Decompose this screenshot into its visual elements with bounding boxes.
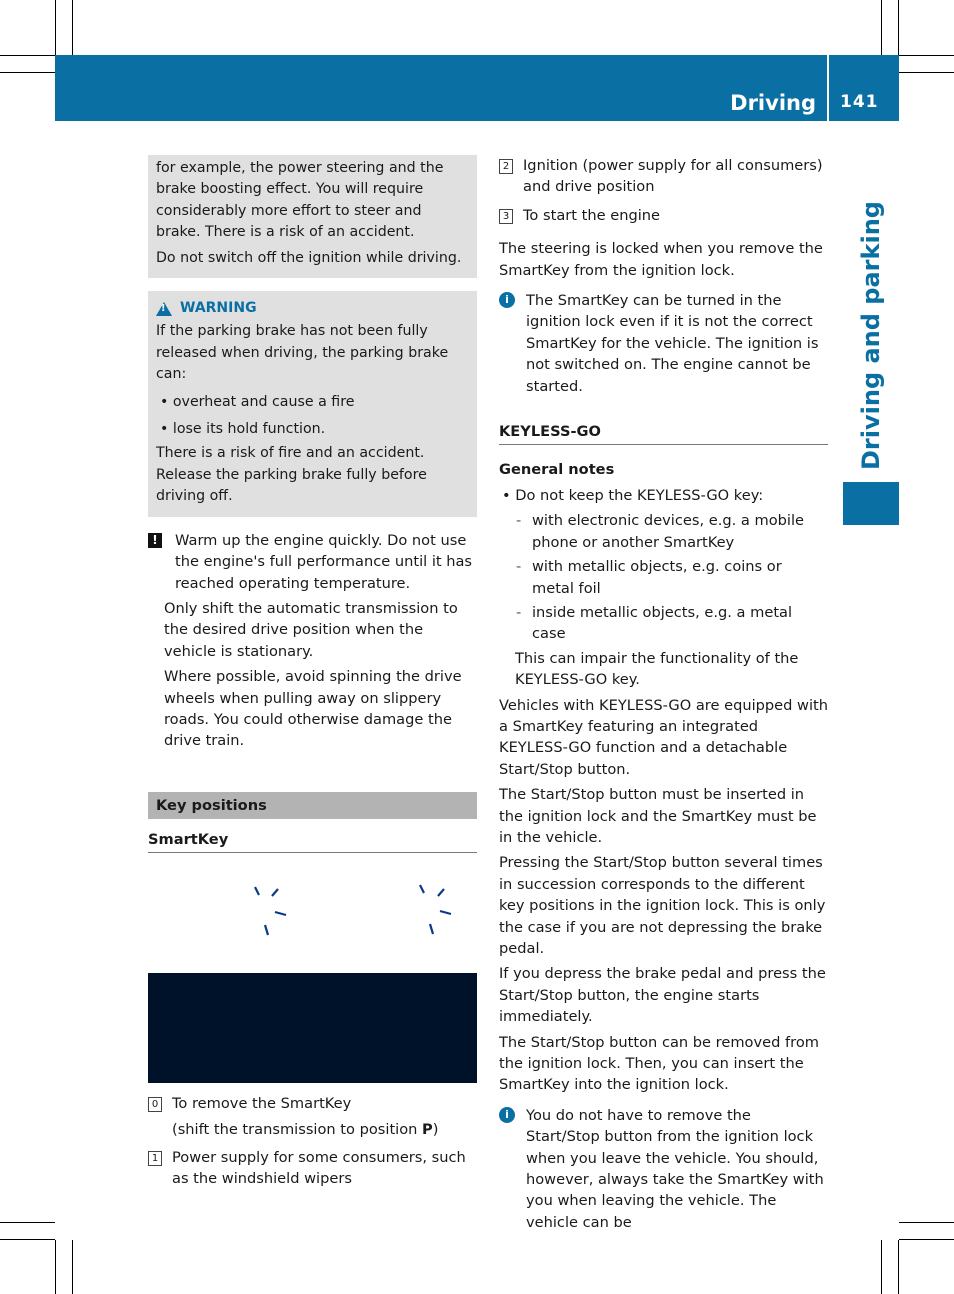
legend-number-box: 1 [148,1151,162,1166]
subsection-title: SmartKey [148,829,477,853]
caution-text: for example, the power steering and the brake boosting effect. You will require considerably more effort to steer and brake. There is a risk of an accident. [156,160,444,241]
section-title-keyless-go: KEYLESS-GO [499,421,828,445]
body-paragraph: If you depress the brake pedal and press the Start/Stop button, the engine starts immediately. [499,965,826,1026]
info-note [499,290,828,397]
left-column [148,155,477,1197]
crop-mark [72,0,73,55]
note-text: Only shift the automatic transmission to the desired drive position when the vehicle is stationary. [164,599,458,660]
crop-mark [899,1239,954,1240]
body-paragraph: The Start/Stop button can be removed from the ignition lock. Then, you can insert the SmartKey into the ignition lock. [499,1033,819,1094]
caution-text: Do not switch off the ignition while driving. [156,249,462,266]
warning-header [156,298,469,319]
legend-text: To remove the SmartKey [172,1095,352,1113]
header-divider [827,55,829,121]
key-positions-illustration [148,863,477,1093]
note-text: Warm up the engine quickly. Do not use the engine's full performance until it has reached operating temperature. [175,531,473,592]
dash-item: - with electronic devices, e.g. a mobile phone or another SmartKey [499,510,828,553]
warning-bullet: • overheat and cause a fire [160,393,355,410]
crop-mark [55,0,56,55]
crop-mark [72,1240,73,1294]
dash-item: - inside metallic objects, e.g. a metal case [499,602,828,645]
info-text: You do not have to remove the Start/Stop button from the ignition lock when you leave the vehicle. You should, however, always take the SmartKey with you when leaving the vehicle. The vehicle can be [526,1106,824,1231]
warning-intro: If the parking brake has not been fully released when driving, the parking brake can: [156,323,449,383]
caution-box [148,155,477,278]
note-text: Where possible, avoid spinning the drive wheels when pulling away on slippery roads. You could otherwise damage the drive train. [164,668,462,750]
header-section-title: Driving [730,91,816,115]
warning-outro: There is a risk of fire and an accident. Release the parking brake fully before driving off. [156,445,427,505]
crop-mark [881,0,882,55]
bullet-item: • Do not keep the KEYLESS-GO key: [502,486,764,504]
body-paragraph: Pressing the Start/Stop button several times in succession corresponds to the different key positions in the ignition lock. This is only the case if you are not depressing the brake pedal. [499,854,826,957]
key-position-marks [148,863,477,963]
warning-box [148,291,477,517]
info-text: The SmartKey can be turned in the ignition lock even if it is not the correct SmartKey for the vehicle. The ignition is not switched on. The engine cannot be started. [526,292,819,395]
legend-text: Power supply for some consumers, such as the windshield wipers [172,1148,466,1188]
crop-mark [899,55,954,56]
subsection-title-general-notes: General notes [499,461,615,479]
crop-mark [0,1239,55,1240]
legend-item [499,205,828,230]
bullet-followup: This can impair the functionality of the KEYLESS-GO key. [515,649,799,689]
legend-number-box: 0 [148,1097,162,1112]
exclamation-icon: ! [148,533,162,548]
warning-bullet: • lose its hold function. [160,421,326,438]
key-photo-dark-panel [148,973,477,1083]
info-icon: i [499,1107,515,1123]
body-paragraph: Vehicles with KEYLESS-GO are equipped with a SmartKey featuring an integrated KEYLESS-GO function and a detachable Start/Stop button. [499,696,829,778]
crop-mark [898,1240,899,1294]
legend-item [499,155,828,202]
right-column [499,155,828,1237]
side-tab-marker [843,482,899,525]
legend-item [148,1147,477,1194]
info-icon: i [499,292,515,308]
body-paragraph: The Start/Stop button must be inserted in the ignition lock and the SmartKey must be in the vehicle. [499,786,817,846]
legend-text: Ignition (power supply for all consumers) and drive position [523,157,823,196]
info-note [499,1105,828,1233]
warning-triangle-icon [156,302,172,316]
body-paragraph: The steering is locked when you remove the SmartKey from the ignition lock. [499,240,823,279]
page-number: 141 [840,92,879,112]
crop-mark [899,72,954,73]
crop-mark [55,1240,56,1294]
legend-text: To start the engine [523,206,660,224]
crop-mark [0,55,55,56]
legend-number-box: 2 [499,159,513,174]
legend-item [148,1093,477,1144]
crop-mark [0,72,55,73]
warning-title: WARNING [180,300,257,317]
crop-mark [899,1222,954,1223]
crop-mark [881,1240,882,1294]
dash-item: - with metallic objects, e.g. coins or metal foil [499,556,828,599]
side-tab-label: Driving and parking [857,201,885,470]
crop-mark [898,0,899,55]
legend-number-box: 3 [499,209,513,224]
damage-note [148,530,477,752]
legend-extra: (shift the transmission to position P) [172,1120,439,1138]
crop-mark [0,1222,55,1223]
section-title: Key positions [148,792,477,819]
